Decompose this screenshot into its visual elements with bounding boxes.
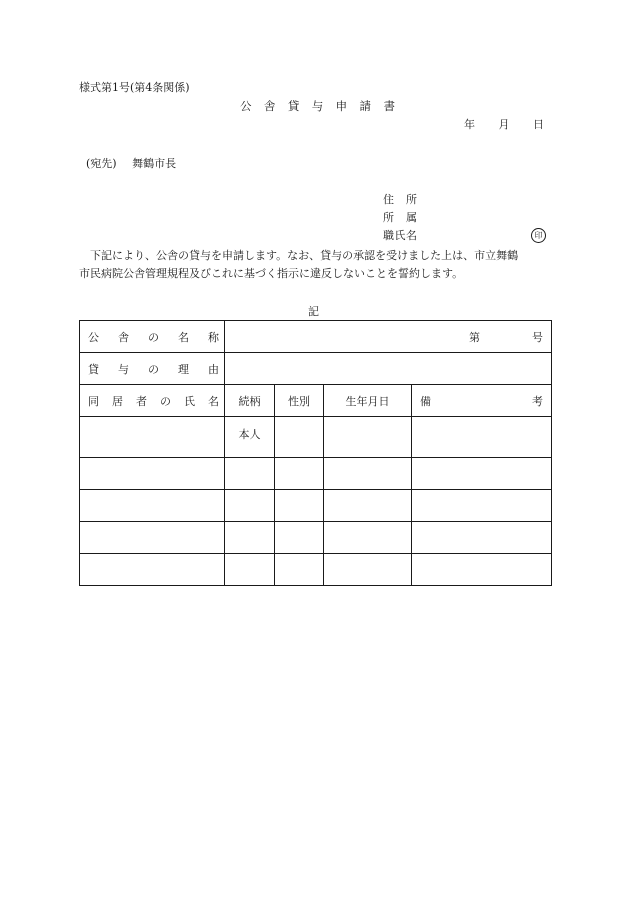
date-day-label: 日 bbox=[533, 118, 544, 131]
loan-reason-label bbox=[80, 353, 225, 385]
birthdate-cell[interactable] bbox=[324, 458, 412, 490]
remarks-cell[interactable] bbox=[412, 522, 552, 554]
birthdate-cell[interactable] bbox=[324, 554, 412, 586]
label-char: 備 bbox=[420, 394, 431, 408]
residence-number-suffix: 号 bbox=[532, 330, 543, 344]
table-row bbox=[80, 554, 552, 586]
relation-cell[interactable] bbox=[225, 458, 275, 490]
gender-cell[interactable] bbox=[275, 522, 324, 554]
label-char: の bbox=[148, 330, 159, 344]
table-row bbox=[80, 458, 552, 490]
loan-reason-field[interactable] bbox=[225, 353, 552, 385]
remarks-cell[interactable] bbox=[412, 554, 552, 586]
address-label bbox=[383, 193, 417, 207]
address-label-char: 住 bbox=[383, 193, 394, 206]
table-row bbox=[80, 490, 552, 522]
household-name-cell[interactable] bbox=[80, 554, 225, 586]
date-line bbox=[464, 118, 544, 132]
title-char: 舎 bbox=[263, 99, 276, 113]
household-name-cell[interactable] bbox=[80, 490, 225, 522]
household-name-cell[interactable] bbox=[80, 458, 225, 490]
title-char: 申 bbox=[335, 99, 348, 113]
table-header-row bbox=[80, 385, 552, 417]
gender-cell[interactable] bbox=[275, 458, 324, 490]
table-row bbox=[80, 321, 552, 353]
relation-cell: 本人 bbox=[225, 417, 275, 458]
label-char: 由 bbox=[208, 362, 219, 376]
position-name-label-char: 名 bbox=[406, 229, 417, 242]
residence-number-prefix: 第 bbox=[469, 330, 480, 344]
department-label-char: 属 bbox=[406, 211, 417, 224]
relation-cell[interactable] bbox=[225, 522, 275, 554]
remarks-cell[interactable] bbox=[412, 417, 552, 458]
label-char: の bbox=[148, 362, 159, 376]
position-name-label bbox=[383, 229, 417, 243]
relation-cell[interactable] bbox=[225, 490, 275, 522]
label-char: 理 bbox=[178, 362, 189, 376]
title-char: 請 bbox=[359, 99, 372, 113]
address-label-char: 所 bbox=[406, 193, 417, 206]
addressee-name: 舞鶴市長 bbox=[132, 157, 177, 170]
remarks-cell[interactable] bbox=[412, 458, 552, 490]
label-char: 名 bbox=[208, 394, 219, 408]
label-char: 名 bbox=[178, 330, 189, 344]
birthdate-cell[interactable] bbox=[324, 490, 412, 522]
household-name-cell[interactable] bbox=[80, 417, 225, 458]
label-char: 考 bbox=[532, 394, 543, 408]
birthdate-cell[interactable] bbox=[324, 417, 412, 458]
birthdate-cell[interactable] bbox=[324, 522, 412, 554]
gender-cell[interactable] bbox=[275, 417, 324, 458]
gender-cell[interactable] bbox=[275, 490, 324, 522]
date-year-label: 年 bbox=[464, 118, 475, 131]
title-char: 公 bbox=[240, 99, 252, 113]
date-month-label: 月 bbox=[498, 118, 510, 131]
label-char: 称 bbox=[208, 330, 219, 344]
label-char: 舎 bbox=[118, 330, 129, 344]
residence-name-field[interactable] bbox=[225, 321, 552, 353]
details-table bbox=[79, 320, 552, 586]
addressee-prefix: (宛先) bbox=[86, 157, 117, 170]
label-char: 貸 bbox=[88, 362, 99, 376]
table-row bbox=[80, 353, 552, 385]
remarks-cell[interactable] bbox=[412, 490, 552, 522]
department-label-char: 所 bbox=[383, 211, 394, 224]
label-char: 同 bbox=[88, 394, 99, 408]
table-row bbox=[80, 417, 552, 458]
household-name-cell[interactable] bbox=[80, 522, 225, 554]
household-name-header bbox=[80, 385, 225, 417]
remarks-header bbox=[412, 385, 552, 417]
position-name-label-char: 氏 bbox=[394, 229, 406, 242]
gender-cell[interactable] bbox=[275, 554, 324, 586]
birthdate-header: 生年月日 bbox=[324, 385, 412, 417]
label-char: 居 bbox=[112, 394, 123, 408]
body-text-line: 下記により、公舎の貸与を申請します。なお、貸与の承認を受けました上は、市立舞鶴 bbox=[90, 249, 519, 262]
relation-header: 続柄 bbox=[225, 385, 275, 417]
title-char: 与 bbox=[311, 99, 324, 113]
label-char: 公 bbox=[88, 330, 99, 344]
addressee bbox=[86, 157, 176, 171]
residence-name-label bbox=[80, 321, 225, 353]
form-title bbox=[240, 99, 395, 113]
body-text-line: 市民病院公舎管理規程及びこれに基づく指示に違反しないことを誓約します。 bbox=[79, 267, 464, 280]
table-row bbox=[80, 522, 552, 554]
body-text bbox=[79, 247, 549, 283]
title-char: 貸 bbox=[287, 99, 300, 113]
position-name-label-char: 職 bbox=[383, 229, 394, 242]
title-char: 書 bbox=[383, 99, 395, 113]
relation-cell[interactable] bbox=[225, 554, 275, 586]
label-char: 与 bbox=[118, 362, 129, 376]
seal-mark: 印 bbox=[531, 228, 546, 243]
department-label bbox=[383, 211, 417, 225]
gender-header: 性別 bbox=[275, 385, 324, 417]
form-number: 様式第1号(第4条関係) bbox=[79, 81, 190, 94]
label-char: 氏 bbox=[184, 394, 195, 408]
ki-heading: 記 bbox=[308, 305, 319, 318]
label-char: の bbox=[160, 394, 171, 408]
label-char: 者 bbox=[136, 394, 147, 408]
